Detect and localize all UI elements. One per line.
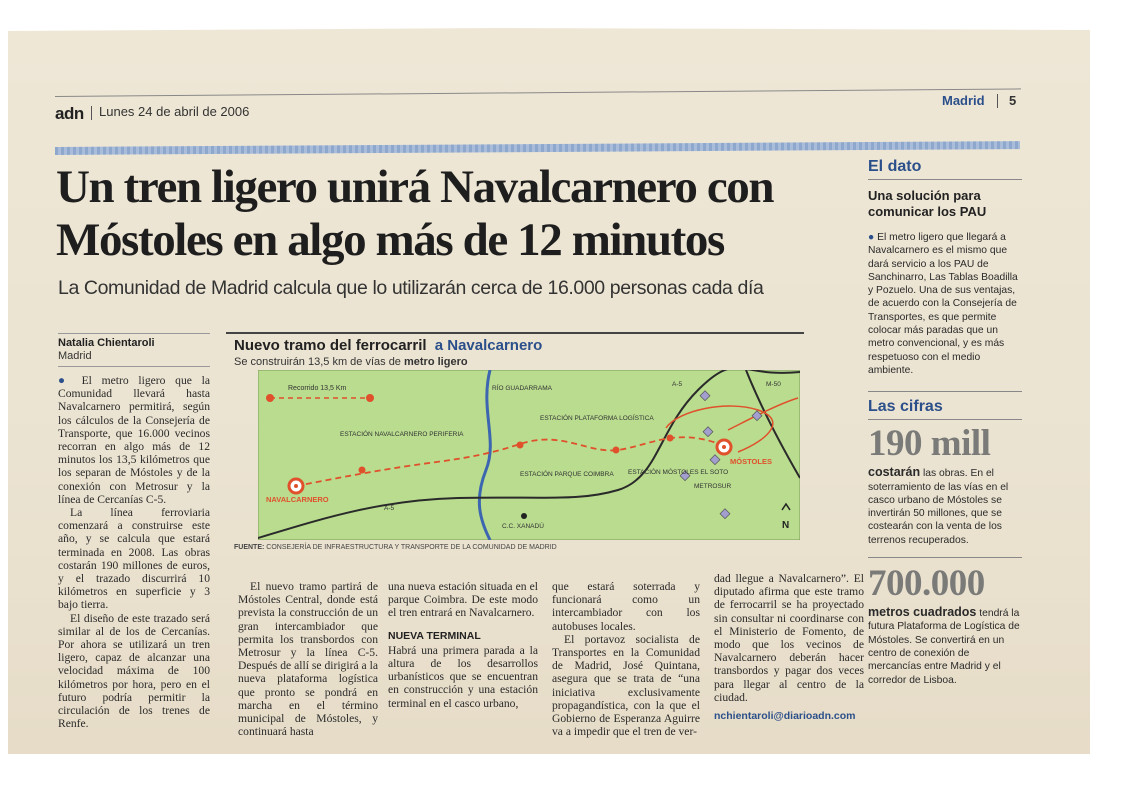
mostoles-label: MÓSTOLES	[730, 457, 772, 466]
map-title-rule	[226, 332, 804, 334]
bullet-icon: ●	[58, 374, 72, 387]
map-title-text: Nuevo tramo del ferrocarril	[234, 337, 427, 354]
col1-paragraph-1-text: El metro ligero que la Comunidad llevará hasta Navalcarnero permitirá, según los cálculos de la Consejería de Transporte, que 16.000 vecinos recorran en algo más de 12 minutos los 13,5 kilómetros que los separan de Móstoles y de la conexión con Metrosur y la línea de Cercanías C-5.	[58, 374, 210, 506]
road-m50-label: M-50	[766, 381, 781, 388]
navalcarnero-terminal-center	[294, 484, 298, 488]
author-email[interactable]: nchientaroli@diarioadn.com	[714, 710, 856, 723]
sidebar-dato-heading: El dato	[868, 158, 1022, 180]
legend-start-dot	[266, 394, 274, 402]
figure-2-body: tendrá la futura Plataforma de Logística de Móstoles. Se convertirá en un centro de conexión de mercancías entre Madrid y el corredor de Lisboa.	[868, 608, 1020, 686]
figure-1-number: 190 mill	[868, 423, 991, 465]
sidebar-dato-title: Una solución para comunicar los PAU	[868, 188, 987, 219]
section-name: Madrid	[942, 93, 985, 108]
col1-paragraph-2: La línea ferroviaria comenzará a construirse este año, y se calcula que estará terminada en 2008. Las obras costarán 190 millones de euros, y el trazado discurrirá 10 kilómetros en superficie y 3 bajo tierra.	[58, 506, 210, 612]
periferia-station-dot	[359, 467, 366, 474]
col2-paragraph: El nuevo tramo partirá de Móstoles Central, donde está prevista la construcción de un gran intercambiador que permita los transbordos con Metrosur y la línea C-5. Después de allí se dirigirá a la nueva plataforma logística que pronto se pondrá en marcha en el término municipal de Móstoles, y continuará hasta	[238, 580, 378, 739]
sidebar-bullet-icon: ●	[868, 232, 875, 243]
headline-line-2: Móstoles en algo más de 12 minutos	[56, 214, 724, 266]
map-source-label: FUENTE:	[234, 544, 265, 551]
map-source-text: CONSEJERÍA DE INFRAESTRUCTURA Y TRANSPORTE DE LA COMUNIDAD DE MADRID	[266, 544, 557, 551]
logistica-label: ESTACIÓN PLATAFORMA LOGÍSTICA	[540, 415, 654, 422]
figure-1-text	[868, 466, 1022, 547]
periferia-label-text: ESTACIÓN NAVALCARNERO PERIFERIA	[340, 431, 464, 438]
coimbra-label: ESTACIÓN PARQUE COIMBRA	[520, 471, 614, 478]
map-subtitle-bold: metro ligero	[404, 356, 468, 368]
soto-label: ESTACIÓN MÓSTOLES EL SOTO	[628, 469, 729, 476]
sidebar-cifras-heading: Las cifras	[868, 398, 1022, 420]
soto-station-dot	[667, 435, 674, 442]
byline-rule-bottom	[58, 366, 210, 367]
col3-paragraph-2: Habrá una primera parada a la altura de los desarrollos urbanísticos que se encuentran en construcción y una estación terminal en el casco urbano,	[388, 643, 538, 710]
map-graphic	[226, 332, 806, 560]
col5-paragraph: dad llegue a Navalcarnero”. El diputado afirma que este tramo de ferrocarril se ha proyectado sin consultar ni coordinarse con el Ministerio de Fomento, de modo que los vecinos de Navalcarnero deberán hacer transbordos y pagar dos veces para llegar al centro de la ciudad.	[714, 572, 864, 704]
page-number: 5	[1009, 93, 1017, 108]
map-subtitle	[234, 356, 468, 368]
col1-paragraph-1	[58, 374, 210, 506]
article-column-3	[388, 580, 538, 710]
map-title-highlight: a Navalcarnero	[434, 337, 543, 354]
navalcarnero-label: NAVALCARNERO	[266, 495, 329, 504]
article-column-1	[58, 374, 210, 730]
headline-subtitle: La Comunidad de Madrid calcula que lo utilizarán cerca de 16.000 personas cada día	[58, 277, 764, 299]
sidebar	[868, 158, 1022, 687]
legend-route-label: Recorrido 13,5 Km	[288, 385, 347, 392]
byline-rule	[58, 333, 210, 334]
figure-1-bold: costarán	[868, 465, 921, 480]
road-a5-label-bottom: A-5	[384, 505, 395, 512]
byline-author: Natalia Chientaroli	[58, 337, 155, 349]
headline-line-1: Un tren ligero unirá Navalcarnero con	[56, 161, 774, 213]
sidebar-dato-body: El metro ligero que llegará a Navalcarnero es el mismo que dará servicio a los PAU de Sanchinarro, Las Tablas Boadilla y Pozuelo. Una de sus ventajas, de acuerdo con la Consejería de Transportes, es que permite colocar más paradas que un metro convencional, y es más respetuoso con el medio ambiente.	[868, 232, 1018, 376]
col4-paragraph-2: El portavoz socialista de Transportes en la Comunidad de Madrid, José Quintana, asegura que se trata de “una iniciativa exclusivamente propagandística, con la que el Gobierno de Esperanza Aguirre va a impedir que el tren de ver-	[552, 632, 700, 739]
article-column-4	[552, 580, 700, 738]
sidebar-dato-text	[868, 231, 1022, 377]
col1-paragraph-3: El diseño de este trazado será similar al de los de Cercanías. Por ahora se utilizará un tren ligero, capaz de alcanzar una velocidad máxima de 100 kilómetros por hora, pero en el futuro podría permitir la circulación de los trenes de Renfe.	[58, 611, 210, 731]
xanadu-marker	[521, 513, 527, 519]
figure-1-body: las obras. En el soterramiento de las vías en el casco urbano de Móstoles se invertirán 50 millones, que se costearán con la venta de los terrenos recuperados.	[868, 468, 1009, 546]
byline-location: Madrid	[58, 350, 92, 362]
river-label: RÍO GUADARRAMA	[492, 385, 552, 392]
issue-date: Lunes 24 de abril de 2006	[99, 104, 250, 119]
paper-logo: adn	[55, 104, 84, 123]
road-a5-label-top: A-5	[672, 381, 683, 388]
header-divider	[91, 106, 92, 120]
figure-2-number: 700.000	[868, 563, 985, 605]
header-divider-right	[997, 94, 998, 108]
figure-2-text	[868, 606, 1022, 687]
article-column-5	[714, 572, 864, 723]
periferia-label	[340, 429, 464, 438]
legend-end-dot	[366, 394, 374, 402]
figure-2-bold: metros cuadrados	[868, 605, 977, 620]
map-title	[234, 337, 542, 354]
col3-paragraph-1: una nueva estación situada en el parque Coimbra. De este modo el tren entrará en Navalcarnero.	[388, 580, 538, 620]
north-label: N	[782, 520, 790, 531]
route-map	[258, 370, 800, 540]
logistica-station-dot	[613, 447, 620, 454]
map-subtitle-text: Se construirán 13,5 km de vías de	[234, 356, 401, 368]
sidebar-divider	[868, 391, 1022, 392]
col4-paragraph-1: que estará soterrada y funcionará como un intercambiador con los autobuses locales.	[552, 580, 700, 633]
xanadu-label: C.C. XANADÚ	[502, 523, 544, 530]
map-source	[234, 544, 557, 551]
metrosur-label: METROSUR	[694, 483, 732, 490]
sidebar-divider-2	[868, 557, 1022, 558]
article-column-2	[238, 580, 378, 738]
section-heading-nueva-terminal: NUEVA TERMINAL	[388, 629, 481, 642]
coimbra-station-dot	[517, 442, 524, 449]
mostoles-terminal-center	[722, 445, 726, 449]
